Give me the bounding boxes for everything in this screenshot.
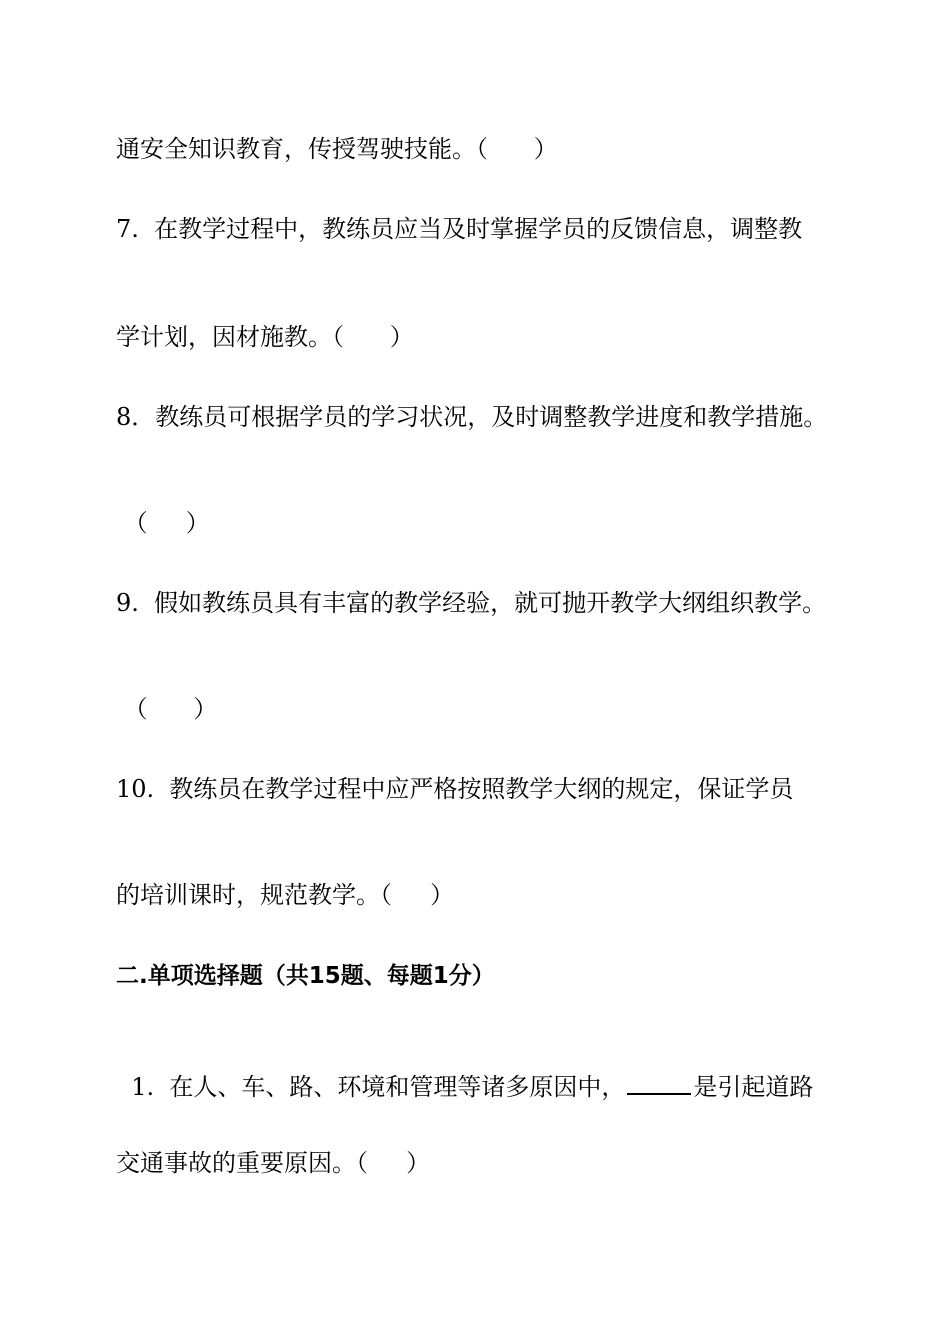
question-7-line-2: 学计划，因材施教。（ ） [116,323,414,351]
section-heading-single-choice: 二.单项选择题（共15题、每题1分） [116,963,495,989]
choice-question-1-line-1 [116,1041,813,1102]
question-9-line-1: 9. 假如教练员具有丰富的教学经验，就可抛开教学大纲组织教学。 [116,589,827,617]
question-8-line-1: 8．教练员可根据学员的学习状况，及时调整教学进度和教学措施。 [116,403,828,431]
question-9-answer-bracket: （ ） [116,695,218,723]
question-8-answer-bracket: （ ） [116,509,210,537]
choice-question-1-text-a: 1. 在人、车、路、环境和管理等诸多原因中， [131,1073,626,1101]
question-6-continuation: 通安全知识教育，传授驾驶技能。（ ） [116,135,558,163]
choice-question-1-line-2: 交通事故的重要原因。（ ） [116,1149,431,1177]
question-10-line-1: 10. 教练员在教学过程中应严格按照教学大纲的规定，保证学员 [116,775,794,803]
question-7-line-1: 7. 在教学过程中，教练员应当及时掌握学员的反馈信息，调整教 [116,215,803,243]
question-10-line-2: 的培训课时，规范教学。（ ） [116,881,455,909]
fill-in-blank [627,1071,691,1095]
choice-question-1-text-b: 是引起道路 [693,1073,814,1101]
